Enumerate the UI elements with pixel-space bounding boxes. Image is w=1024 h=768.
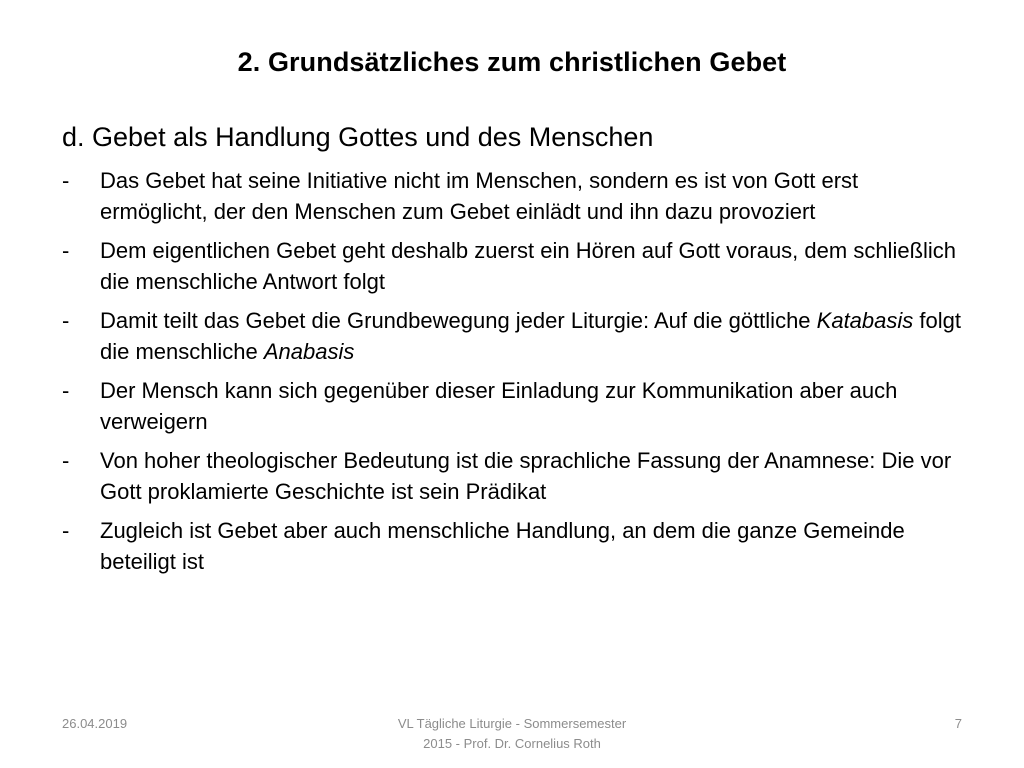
bullet-text: [100, 515, 962, 577]
italic-term: Anabasis: [263, 339, 355, 364]
bullet-text-part: Von hoher theologischer Bedeutung ist die sprachliche Fassung der Anamnese: Die vor Gott proklamierte Geschichte ist sein Prädikat: [100, 448, 952, 504]
slide-title: 2. Grundsätzliches zum christlichen Gebet: [237, 47, 787, 77]
bullet-item: [62, 515, 962, 577]
footer-course-info: [312, 714, 712, 754]
bullet-item: [62, 375, 962, 437]
bullet-text-part: Zugleich ist Gebet aber auch menschliche Handlung, an dem die ganze Gemeinde beteiligt ist: [100, 518, 905, 574]
italic-term: Katabasis: [816, 308, 914, 333]
bullet-item: [62, 235, 962, 297]
bullet-marker: -: [62, 448, 70, 473]
bullet-text-part: Damit teilt das Gebet die Grundbewegung jeder Liturgie: Auf die göttliche: [100, 308, 817, 333]
bullet-text: [100, 235, 962, 297]
bullet-item: [62, 165, 962, 227]
bullet-marker: -: [62, 168, 70, 193]
footer-page-number: 7: [954, 716, 962, 731]
bullet-text: [100, 305, 962, 367]
bullet-marker: -: [62, 308, 70, 333]
bullet-text-part: Das Gebet hat seine Initiative nicht im Menschen, sondern es ist von Gott erst ermöglicht, der den Menschen zum Gebet einlädt und ihn dazu provoziert: [100, 168, 859, 224]
bullet-text-part: folgt die menschliche: [100, 308, 961, 364]
bullet-text: [100, 165, 962, 227]
bullet-text: [100, 445, 962, 507]
footer-course-line-1: VL Tägliche Liturgie - Sommersemester: [397, 716, 627, 731]
footer-date: 26.04.2019: [62, 716, 128, 731]
bullet-text: [100, 375, 962, 437]
bullet-item: [62, 305, 962, 367]
bullet-marker: -: [62, 378, 70, 403]
bullet-list: [62, 165, 962, 585]
footer-course-line-2: 2015 - Prof. Dr. Cornelius Roth: [423, 736, 601, 751]
bullet-text-part: Dem eigentlichen Gebet geht deshalb zuerst ein Hören auf Gott voraus, dem schließlich die menschliche Antwort folgt: [100, 238, 957, 294]
bullet-marker: -: [62, 238, 70, 263]
bullet-item: [62, 445, 962, 507]
bullet-marker: -: [62, 518, 70, 543]
section-heading: d. Gebet als Handlung Gottes und des Menschen: [62, 122, 654, 152]
bullet-text-part: Der Mensch kann sich gegenüber dieser Einladung zur Kommunikation aber auch verweigern: [100, 378, 898, 434]
